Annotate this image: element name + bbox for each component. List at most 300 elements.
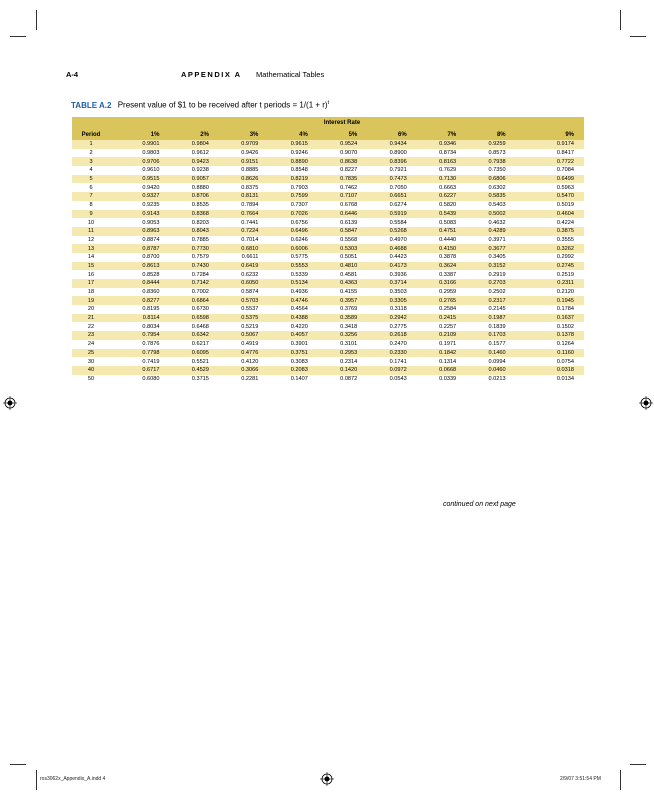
value-cell: 0.6302 xyxy=(456,183,505,192)
period-cell: 14 xyxy=(72,253,110,262)
value-cell: 0.3262 xyxy=(506,244,584,253)
value-cell: 0.1741 xyxy=(357,357,406,366)
table-row xyxy=(72,227,584,236)
value-cell: 0.4751 xyxy=(407,227,456,236)
value-cell: 0.9346 xyxy=(407,140,456,149)
table-row xyxy=(72,340,584,349)
table-row xyxy=(72,262,584,271)
value-cell: 0.9246 xyxy=(258,149,307,158)
value-cell: 0.3878 xyxy=(407,253,456,262)
value-cell: 0.9151 xyxy=(209,157,258,166)
value-cell: 0.9143 xyxy=(110,210,159,219)
value-cell: 0.9524 xyxy=(308,140,357,149)
value-cell: 0.9238 xyxy=(159,166,208,175)
value-cell: 0.5403 xyxy=(456,201,505,210)
value-cell: 0.3936 xyxy=(357,270,406,279)
value-cell: 0.6006 xyxy=(258,244,307,253)
value-cell: 0.0754 xyxy=(506,357,584,366)
value-cell: 0.6611 xyxy=(209,253,258,262)
value-cell: 0.2959 xyxy=(407,288,456,297)
value-cell: 0.3503 xyxy=(357,288,406,297)
value-cell: 0.6756 xyxy=(258,218,307,227)
value-cell: 0.4388 xyxy=(258,314,307,323)
value-cell: 0.5002 xyxy=(456,210,505,219)
value-cell: 0.3166 xyxy=(407,279,456,288)
period-cell: 30 xyxy=(72,357,110,366)
value-cell: 0.6274 xyxy=(357,201,406,210)
period-cell: 2 xyxy=(72,149,110,158)
table-caption-text: Present value of $1 to be received after t periods = 1/(1 + r) xyxy=(117,100,328,110)
table-row xyxy=(72,244,584,253)
period-cell: 17 xyxy=(72,279,110,288)
table-row xyxy=(72,314,584,323)
value-cell: 0.7107 xyxy=(308,192,357,201)
footer-timestamp: 2/9/07 3:51:54 PM xyxy=(560,776,601,782)
value-cell: 0.6598 xyxy=(159,314,208,323)
table-row xyxy=(72,175,584,184)
period-cell: 20 xyxy=(72,305,110,314)
value-cell: 0.4810 xyxy=(308,262,357,271)
value-cell: 0.9259 xyxy=(456,140,505,149)
value-cell: 0.8034 xyxy=(110,322,159,331)
value-cell: 0.3957 xyxy=(308,296,357,305)
value-cell: 0.8734 xyxy=(407,149,456,158)
table-row xyxy=(72,288,584,297)
value-cell: 0.8963 xyxy=(110,227,159,236)
value-cell: 0.7307 xyxy=(258,201,307,210)
value-cell: 0.2281 xyxy=(209,375,258,384)
table-body xyxy=(72,140,584,383)
value-cell: 0.6468 xyxy=(159,322,208,331)
value-cell: 0.2953 xyxy=(308,349,357,358)
value-cell: 0.6806 xyxy=(456,175,505,184)
period-cell: 16 xyxy=(72,270,110,279)
value-cell: 0.0543 xyxy=(357,375,406,384)
value-cell: 0.1420 xyxy=(308,366,357,375)
value-cell: 0.9709 xyxy=(209,140,258,149)
value-cell: 0.8573 xyxy=(456,149,505,158)
value-cell: 0.9803 xyxy=(110,149,159,158)
period-cell: 23 xyxy=(72,331,110,340)
column-header: 5% xyxy=(308,129,357,140)
value-cell: 0.8528 xyxy=(110,270,159,279)
value-cell: 0.3589 xyxy=(308,314,357,323)
value-cell: 0.2919 xyxy=(456,270,505,279)
value-cell: 0.4289 xyxy=(456,227,505,236)
value-cell: 0.5537 xyxy=(209,305,258,314)
value-cell: 0.6080 xyxy=(110,375,159,384)
value-cell: 0.9804 xyxy=(159,140,208,149)
value-cell: 0.8706 xyxy=(159,192,208,201)
value-cell: 0.5083 xyxy=(407,218,456,227)
value-cell: 0.9610 xyxy=(110,166,159,175)
table-row xyxy=(72,166,584,175)
period-cell: 18 xyxy=(72,288,110,297)
value-cell: 0.1784 xyxy=(506,305,584,314)
value-cell: 0.5775 xyxy=(258,253,307,262)
value-cell: 0.0460 xyxy=(456,366,505,375)
period-cell: 13 xyxy=(72,244,110,253)
value-cell: 0.2584 xyxy=(407,305,456,314)
value-cell: 0.9706 xyxy=(110,157,159,166)
crop-mark xyxy=(630,36,646,37)
value-cell: 0.3152 xyxy=(456,262,505,271)
value-cell: 0.5820 xyxy=(407,201,456,210)
value-cell: 0.8163 xyxy=(407,157,456,166)
value-cell: 0.3405 xyxy=(456,253,505,262)
table-row xyxy=(72,210,584,219)
value-cell: 0.3256 xyxy=(308,331,357,340)
value-cell: 0.4173 xyxy=(357,262,406,271)
table-row xyxy=(72,140,584,149)
value-cell: 0.4423 xyxy=(357,253,406,262)
value-cell: 0.4564 xyxy=(258,305,307,314)
value-cell: 0.6864 xyxy=(159,296,208,305)
value-cell: 0.1378 xyxy=(506,331,584,340)
period-cell: 6 xyxy=(72,183,110,192)
value-cell: 0.8535 xyxy=(159,201,208,210)
value-cell: 0.7473 xyxy=(357,175,406,184)
value-cell: 0.1264 xyxy=(506,340,584,349)
table-row xyxy=(72,236,584,245)
value-cell: 0.0318 xyxy=(506,366,584,375)
value-cell: 0.6663 xyxy=(407,183,456,192)
value-cell: 0.5051 xyxy=(308,253,357,262)
value-cell: 0.8626 xyxy=(209,175,258,184)
value-cell: 0.6217 xyxy=(159,340,208,349)
value-cell: 0.1945 xyxy=(506,296,584,305)
value-cell: 0.5847 xyxy=(308,227,357,236)
value-cell: 0.3118 xyxy=(357,305,406,314)
value-cell: 0.2502 xyxy=(456,288,505,297)
value-cell: 0.5553 xyxy=(258,262,307,271)
value-cell: 0.8900 xyxy=(357,149,406,158)
value-cell: 0.8700 xyxy=(110,253,159,262)
value-cell: 0.5134 xyxy=(258,279,307,288)
value-cell: 0.7835 xyxy=(308,175,357,184)
value-cell: 0.9327 xyxy=(110,192,159,201)
value-cell: 0.6227 xyxy=(407,192,456,201)
value-cell: 0.3971 xyxy=(456,236,505,245)
present-value-table xyxy=(72,117,584,383)
table-row xyxy=(72,253,584,262)
value-cell: 0.8874 xyxy=(110,236,159,245)
value-cell: 0.5375 xyxy=(209,314,258,323)
value-cell: 0.8131 xyxy=(209,192,258,201)
value-cell: 0.7350 xyxy=(456,166,505,175)
column-header: Period xyxy=(72,129,110,140)
value-cell: 0.7798 xyxy=(110,349,159,358)
period-cell: 40 xyxy=(72,366,110,375)
value-cell: 0.9612 xyxy=(159,149,208,158)
value-cell: 0.7050 xyxy=(357,183,406,192)
crop-mark xyxy=(36,770,37,790)
value-cell: 0.1407 xyxy=(258,375,307,384)
value-cell: 0.3101 xyxy=(308,340,357,349)
value-cell: 0.7579 xyxy=(159,253,208,262)
value-cell: 0.0213 xyxy=(456,375,505,384)
period-cell: 50 xyxy=(72,375,110,384)
value-cell: 0.7664 xyxy=(209,210,258,219)
column-header: 6% xyxy=(357,129,406,140)
value-cell: 0.4581 xyxy=(308,270,357,279)
value-cell: 0.3769 xyxy=(308,305,357,314)
value-cell: 0.1987 xyxy=(456,314,505,323)
value-cell: 0.1842 xyxy=(407,349,456,358)
running-header xyxy=(66,70,546,79)
value-cell: 0.5019 xyxy=(506,201,584,210)
value-cell: 0.7130 xyxy=(407,175,456,184)
value-cell: 0.2257 xyxy=(407,322,456,331)
period-cell: 9 xyxy=(72,210,110,219)
value-cell: 0.9615 xyxy=(258,140,307,149)
table-row xyxy=(72,201,584,210)
value-cell: 0.7629 xyxy=(407,166,456,175)
value-cell: 0.3715 xyxy=(159,375,208,384)
value-cell: 0.1703 xyxy=(456,331,505,340)
table-row xyxy=(72,296,584,305)
value-cell: 0.9235 xyxy=(110,201,159,210)
value-cell: 0.2765 xyxy=(407,296,456,305)
value-cell: 0.7441 xyxy=(209,218,258,227)
value-cell: 0.7903 xyxy=(258,183,307,192)
page-number: A-4 xyxy=(66,70,79,79)
value-cell: 0.6730 xyxy=(159,305,208,314)
value-cell: 0.2745 xyxy=(506,262,584,271)
registration-mark-icon xyxy=(639,396,653,410)
value-cell: 0.2317 xyxy=(456,296,505,305)
value-cell: 0.2145 xyxy=(456,305,505,314)
value-cell: 0.4363 xyxy=(308,279,357,288)
table-row xyxy=(72,349,584,358)
value-cell: 0.2330 xyxy=(357,349,406,358)
footer-file: ros3062x_Appendix_A.indd 4 xyxy=(40,776,106,782)
value-cell: 0.1971 xyxy=(407,340,456,349)
value-cell: 0.2109 xyxy=(407,331,456,340)
value-cell: 0.5703 xyxy=(209,296,258,305)
value-cell: 0.4688 xyxy=(357,244,406,253)
value-cell: 0.7921 xyxy=(357,166,406,175)
value-cell: 0.5521 xyxy=(159,357,208,366)
table-caption xyxy=(71,100,329,110)
value-cell: 0.8227 xyxy=(308,166,357,175)
value-cell: 0.8043 xyxy=(159,227,208,236)
period-cell: 5 xyxy=(72,175,110,184)
value-cell: 0.0339 xyxy=(407,375,456,384)
period-cell: 24 xyxy=(72,340,110,349)
period-cell: 4 xyxy=(72,166,110,175)
registration-mark-icon xyxy=(3,396,17,410)
value-cell: 0.4936 xyxy=(258,288,307,297)
value-cell: 0.9057 xyxy=(159,175,208,184)
value-cell: 0.9053 xyxy=(110,218,159,227)
value-cell: 0.4604 xyxy=(506,210,584,219)
table-row xyxy=(72,192,584,201)
value-cell: 0.8195 xyxy=(110,305,159,314)
value-cell: 0.0134 xyxy=(506,375,584,384)
value-cell: 0.6810 xyxy=(209,244,258,253)
period-cell: 7 xyxy=(72,192,110,201)
value-cell: 0.1637 xyxy=(506,314,584,323)
value-cell: 0.0994 xyxy=(456,357,505,366)
period-cell: 8 xyxy=(72,201,110,210)
value-cell: 0.9420 xyxy=(110,183,159,192)
value-cell: 0.2618 xyxy=(357,331,406,340)
period-cell: 12 xyxy=(72,236,110,245)
value-cell: 0.7954 xyxy=(110,331,159,340)
value-cell: 0.7014 xyxy=(209,236,258,245)
value-cell: 0.4632 xyxy=(456,218,505,227)
interest-rate-header xyxy=(72,117,110,129)
value-cell: 0.3555 xyxy=(506,236,584,245)
value-cell: 0.5219 xyxy=(209,322,258,331)
period-cell: 3 xyxy=(72,157,110,166)
value-cell: 0.3714 xyxy=(357,279,406,288)
value-cell: 0.9901 xyxy=(110,140,159,149)
value-cell: 0.6232 xyxy=(209,270,258,279)
value-cell: 0.7722 xyxy=(506,157,584,166)
value-cell: 0.4529 xyxy=(159,366,208,375)
column-header-row xyxy=(72,129,584,140)
value-cell: 0.6499 xyxy=(506,175,584,184)
appendix-label: APPENDIX A xyxy=(181,70,242,79)
value-cell: 0.2992 xyxy=(506,253,584,262)
value-cell: 0.7938 xyxy=(456,157,505,166)
value-cell: 0.4220 xyxy=(258,322,307,331)
value-cell: 0.7084 xyxy=(506,166,584,175)
value-cell: 0.8114 xyxy=(110,314,159,323)
value-cell: 0.9434 xyxy=(357,140,406,149)
value-cell: 0.5439 xyxy=(407,210,456,219)
crop-mark xyxy=(620,10,621,30)
value-cell: 0.4919 xyxy=(209,340,258,349)
value-cell: 0.5835 xyxy=(456,192,505,201)
value-cell: 0.4120 xyxy=(209,357,258,366)
column-header: 4% xyxy=(258,129,307,140)
period-cell: 19 xyxy=(72,296,110,305)
value-cell: 0.3083 xyxy=(258,357,307,366)
value-cell: 0.5470 xyxy=(506,192,584,201)
column-header: 1% xyxy=(110,129,159,140)
value-cell: 0.8417 xyxy=(506,149,584,158)
value-cell: 0.6095 xyxy=(159,349,208,358)
value-cell: 0.6768 xyxy=(308,201,357,210)
value-cell: 0.8375 xyxy=(209,183,258,192)
column-header: 8% xyxy=(456,129,505,140)
value-cell: 0.3901 xyxy=(258,340,307,349)
period-cell: 22 xyxy=(72,322,110,331)
value-cell: 0.6446 xyxy=(308,210,357,219)
value-cell: 0.2415 xyxy=(407,314,456,323)
table-row xyxy=(72,366,584,375)
table-row xyxy=(72,183,584,192)
value-cell: 0.8890 xyxy=(258,157,307,166)
column-header: 9% xyxy=(506,129,584,140)
value-cell: 0.6651 xyxy=(357,192,406,201)
value-cell: 0.9426 xyxy=(209,149,258,158)
value-cell: 0.4224 xyxy=(506,218,584,227)
period-cell: 11 xyxy=(72,227,110,236)
value-cell: 0.6342 xyxy=(159,331,208,340)
crop-mark xyxy=(36,10,37,30)
value-cell: 0.4150 xyxy=(407,244,456,253)
value-cell: 0.7284 xyxy=(159,270,208,279)
period-cell: 10 xyxy=(72,218,110,227)
value-cell: 0.8880 xyxy=(159,183,208,192)
value-cell: 0.0972 xyxy=(357,366,406,375)
value-cell: 0.2120 xyxy=(506,288,584,297)
value-cell: 0.7894 xyxy=(209,201,258,210)
value-cell: 0.5339 xyxy=(258,270,307,279)
registration-mark-icon xyxy=(320,772,334,786)
value-cell: 0.8396 xyxy=(357,157,406,166)
crop-mark xyxy=(620,770,621,790)
value-cell: 0.7224 xyxy=(209,227,258,236)
value-cell: 0.7026 xyxy=(258,210,307,219)
value-cell: 0.3875 xyxy=(506,227,584,236)
interest-rate-header: Interest Rate xyxy=(110,117,584,129)
value-cell: 0.2775 xyxy=(357,322,406,331)
value-cell: 0.5919 xyxy=(357,210,406,219)
value-cell: 0.1839 xyxy=(456,322,505,331)
value-cell: 0.9515 xyxy=(110,175,159,184)
value-cell: 0.8613 xyxy=(110,262,159,271)
value-cell: 0.3305 xyxy=(357,296,406,305)
column-header: 3% xyxy=(209,129,258,140)
value-cell: 0.3751 xyxy=(258,349,307,358)
value-cell: 0.4155 xyxy=(308,288,357,297)
column-header: 7% xyxy=(407,129,456,140)
value-cell: 0.4440 xyxy=(407,236,456,245)
value-cell: 0.7885 xyxy=(159,236,208,245)
value-cell: 0.9423 xyxy=(159,157,208,166)
value-cell: 0.8444 xyxy=(110,279,159,288)
value-cell: 0.3624 xyxy=(407,262,456,271)
value-cell: 0.8368 xyxy=(159,210,208,219)
column-header: 2% xyxy=(159,129,208,140)
table-row xyxy=(72,218,584,227)
value-cell: 0.7430 xyxy=(159,262,208,271)
value-cell: 0.3387 xyxy=(407,270,456,279)
value-cell: 0.6246 xyxy=(258,236,307,245)
value-cell: 0.3677 xyxy=(456,244,505,253)
value-cell: 0.2470 xyxy=(357,340,406,349)
value-cell: 0.5568 xyxy=(308,236,357,245)
table-row xyxy=(72,270,584,279)
value-cell: 0.2314 xyxy=(308,357,357,366)
crop-mark xyxy=(10,764,26,765)
value-cell: 0.1314 xyxy=(407,357,456,366)
continued-note: continued on next page xyxy=(443,501,516,508)
table-row xyxy=(72,357,584,366)
value-cell: 0.5067 xyxy=(209,331,258,340)
value-cell: 0.7142 xyxy=(159,279,208,288)
value-cell: 0.5874 xyxy=(209,288,258,297)
value-cell: 0.0668 xyxy=(407,366,456,375)
value-cell: 0.2703 xyxy=(456,279,505,288)
value-cell: 0.4746 xyxy=(258,296,307,305)
value-cell: 0.6419 xyxy=(209,262,258,271)
value-cell: 0.2519 xyxy=(506,270,584,279)
value-cell: 0.8360 xyxy=(110,288,159,297)
table-row xyxy=(72,375,584,384)
value-cell: 0.1460 xyxy=(456,349,505,358)
value-cell: 0.8203 xyxy=(159,218,208,227)
table-label: TABLE A.2 xyxy=(71,100,112,110)
crop-mark xyxy=(630,764,646,765)
table-row xyxy=(72,331,584,340)
value-cell: 0.2311 xyxy=(506,279,584,288)
